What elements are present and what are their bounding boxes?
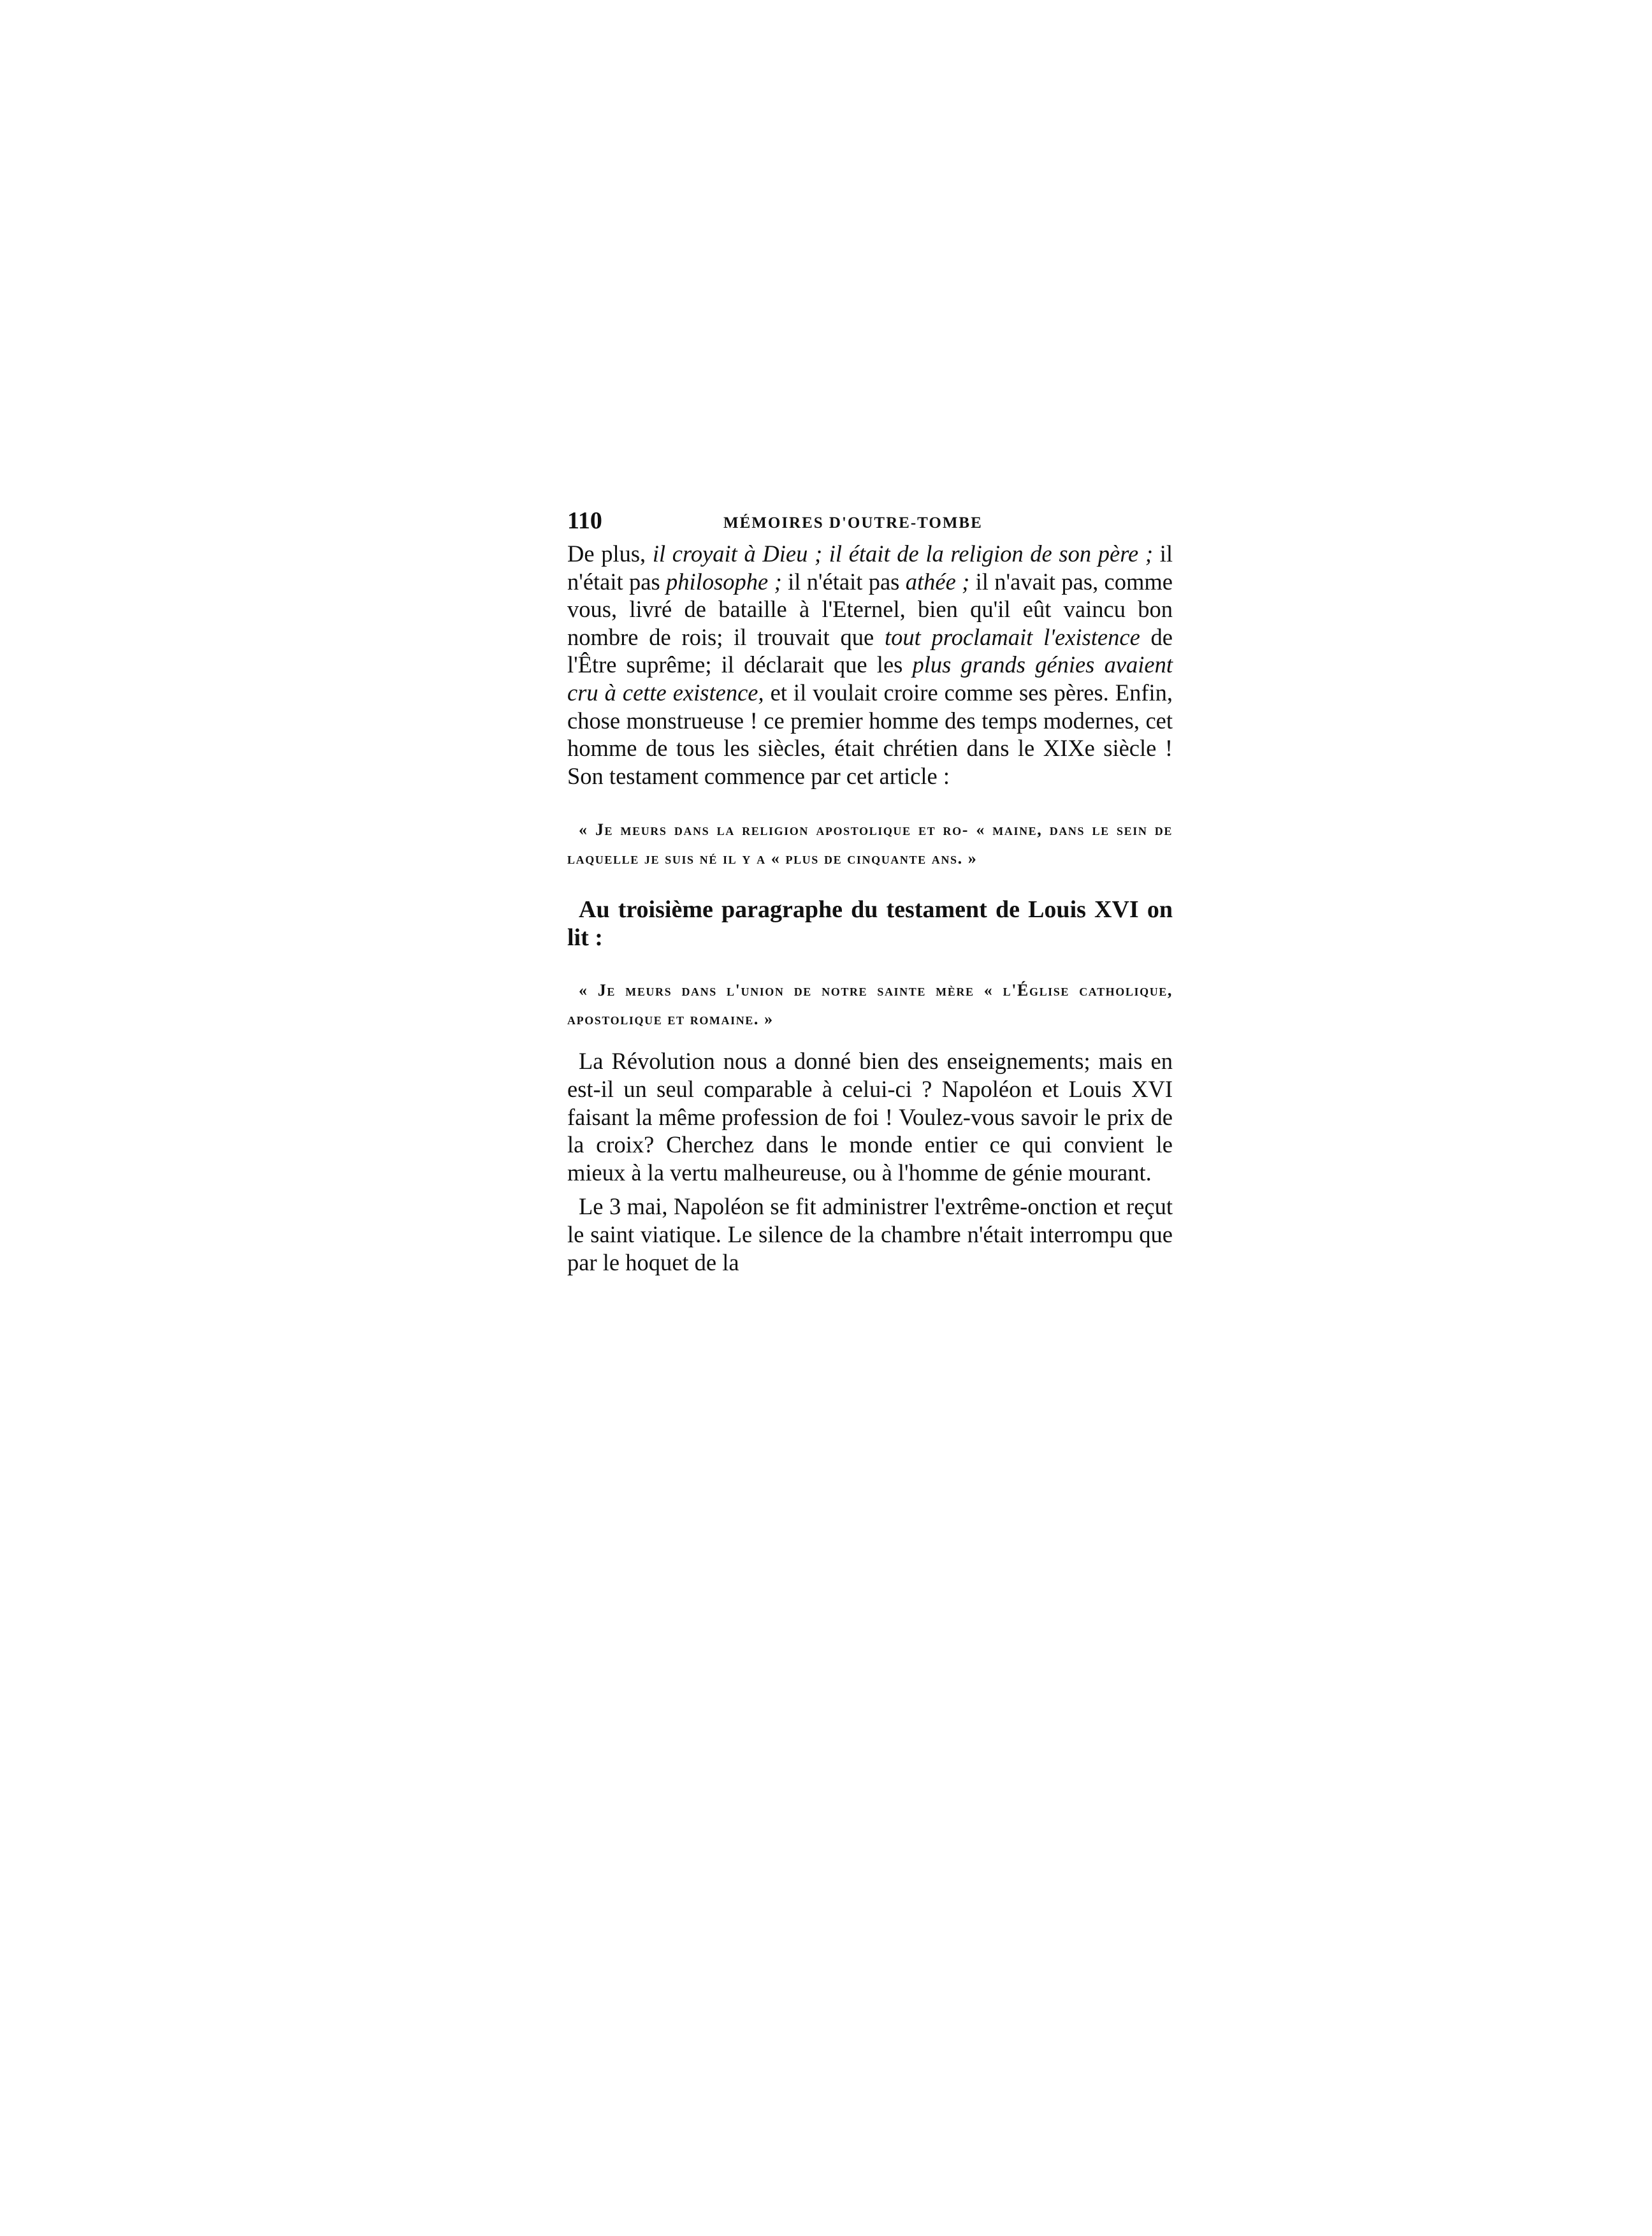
running-title: MÉMOIRES D'OUTRE-TOMBE bbox=[723, 514, 983, 532]
spacer bbox=[567, 1186, 1173, 1193]
page-number: 110 bbox=[567, 507, 602, 534]
quote-napoleon-testament: « Je meurs dans la religion apostolique et ro- « maine, dans le sein de laquelle je suis né il y a « plus de cinquante ans. » bbox=[567, 820, 1173, 868]
paragraph-1-text: De plus, bbox=[567, 541, 653, 567]
spacer bbox=[567, 952, 1173, 976]
paragraph-1-text: il n'était pas bbox=[567, 541, 1173, 595]
paragraph-1-text: il n'était pas bbox=[781, 568, 906, 595]
paragraph-1-text: il n'avait pas, comme vous, livré de bataille à l'Eternel, bien qu'il eût vaincu bon nombre de rois; il trouvait que bbox=[567, 568, 1173, 650]
paragraph-1-italic: athée ; bbox=[905, 568, 970, 595]
paragraph-1-text: et il voulait croire comme ses pères. Enfin, chose monstrueuse ! ce premier homme des temps modernes, cet homme de tous les siècles, était chrétien dans le XIXe siècle ! Son testament commence par cet article : bbox=[567, 679, 1173, 789]
paragraph-1-italic: il croyait à Dieu ; il était de la religion de son père ; bbox=[652, 541, 1154, 567]
text-block bbox=[567, 507, 1173, 1276]
quote-louis-xvi-testament: « Je meurs dans l'union de notre sainte mère « l'Église catholique, apostolique et romaine. » bbox=[567, 981, 1173, 1029]
spacer bbox=[567, 790, 1173, 815]
spacer bbox=[567, 873, 1173, 896]
paragraph-1-italic: philosophe ; bbox=[666, 568, 782, 595]
paragraph-1-italic: tout proclamait l'existence bbox=[884, 623, 1140, 650]
spacer bbox=[567, 1033, 1173, 1047]
running-head bbox=[567, 507, 1173, 539]
paragraph-1 bbox=[567, 540, 1173, 790]
paragraph-4: Le 3 mai, Napoléon se fit administrer l'extrême-onction et reçut le saint viatique. Le silence de la chambre n'était interrompu que par le hoquet de la bbox=[567, 1193, 1173, 1275]
paragraph-1-text: de l'Être suprême; il déclarait que les bbox=[567, 623, 1173, 678]
paragraph-3: La Révolution nous a donné bien des enseignements; mais en est-il un seul comparable à celui-ci ? Napoléon et Louis XVI faisant la même profession de foi ! Voulez-vous savoir le prix de la croix? Cherchez dans le monde entier ce qui convient le mieux à la vertu malheureuse, ou à l'homme de génie mourant. bbox=[567, 1048, 1173, 1186]
paragraph-2: Au troisième paragraphe du testament de Louis XVI on lit : bbox=[567, 896, 1173, 952]
paragraph-1-italic: plus grands génies avaient cru à cette existence, bbox=[567, 651, 1173, 706]
